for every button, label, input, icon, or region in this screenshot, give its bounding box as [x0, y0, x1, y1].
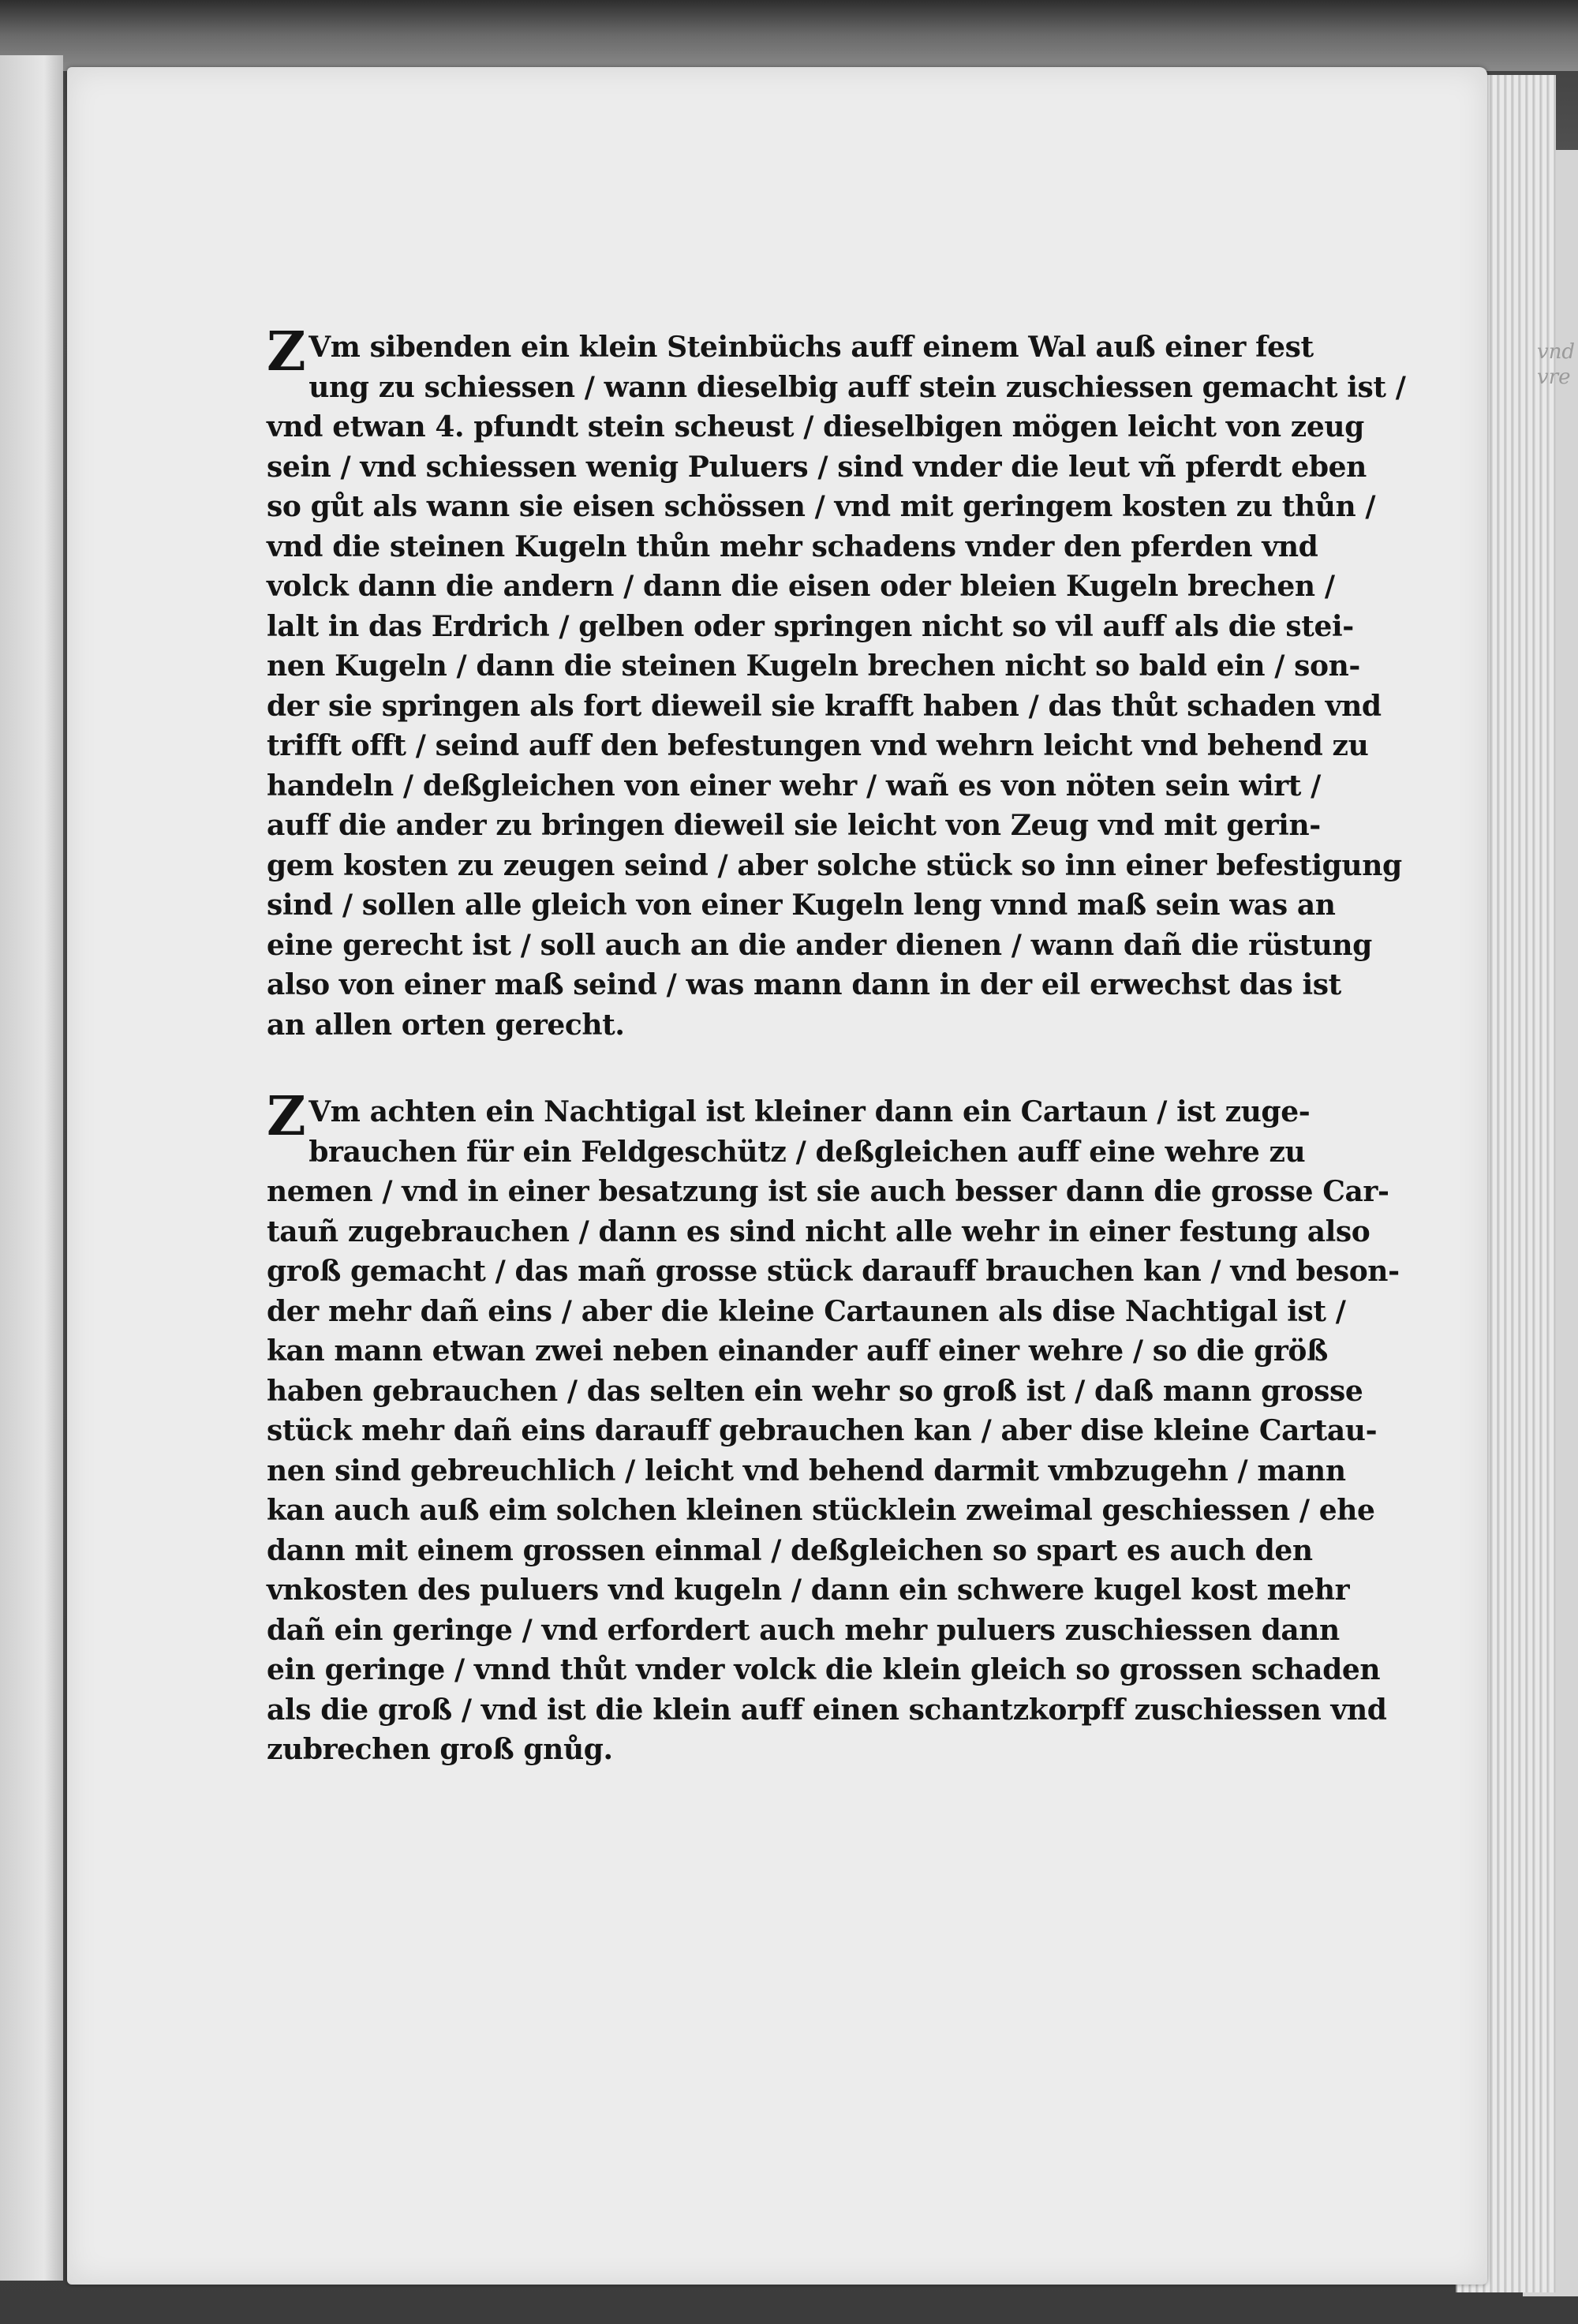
text-line: ung zu schiessen / wann dieselbig auff stein zuschiessen gemacht ist /	[308, 370, 1406, 404]
previous-page-edge	[0, 55, 63, 2281]
text-line: lalt in das Erdrich / gelben oder springen nicht so vil auff als die stei-	[267, 609, 1354, 643]
text-line: brauchen für ein Feldgeschütz / deßgleichen auff eine wehre zu	[308, 1135, 1306, 1169]
text-line: nen Kugeln / dann die steinen Kugeln brechen nicht so bald ein / son-	[267, 649, 1360, 683]
text-line: gem kosten zu zeugen seind / aber solche stück so inn einer befestigung	[267, 848, 1402, 882]
text-line: sein / vnd schiessen wenig Puluers / sind vnder die leut vñ pferdt eben	[267, 450, 1367, 484]
text-line: haben gebrauchen / das selten ein wehr so groß ist / daß mann grosse	[267, 1374, 1363, 1408]
text-line: nen sind gebreuchlich / leicht vnd behend darmit vmbzugehn / mann	[267, 1454, 1346, 1488]
drop-initial: Z	[267, 1085, 306, 1148]
text-line: so gůt als wann sie eisen schössen / vnd mit geringem kosten zu thůn /	[267, 490, 1376, 523]
text-line: stück mehr dañ eins darauff gebrauchen kan / aber dise kleine Cartau-	[267, 1414, 1378, 1447]
text-line: vnd die steinen Kugeln thůn mehr schadens vnder den pferden vnd	[267, 530, 1318, 563]
text-line: kan auch auß eim solchen kleinen stücklein zweimal geschiessen / ehe	[267, 1494, 1375, 1527]
text-line: an allen orten gerecht.	[267, 1008, 625, 1042]
text-line: sind / sollen alle gleich von einer Kugeln leng vnnd maß sein was an	[267, 889, 1336, 922]
paragraph-2	[267, 1085, 1400, 1770]
text-line: dañ ein geringe / vnd erfordert auch mehr puluers zuschiessen dann	[267, 1613, 1340, 1647]
bleed-through-margin-note: vnd vre	[1537, 340, 1576, 389]
text-line: der mehr dañ eins / aber die kleine Cartaunen als dise Nachtigal ist /	[267, 1294, 1346, 1328]
paragraph-1	[267, 320, 1406, 1045]
text-line: kan mann etwan zwei neben einander auff einer wehre / so die größ	[267, 1334, 1328, 1368]
page-text	[267, 320, 1406, 1770]
text-line: vnd etwan 4. pfundt stein scheust / dieselbigen mögen leicht von zeug	[267, 410, 1364, 443]
text-line: eine gerecht ist / soll auch an die ander dienen / wann dañ die rüstung	[267, 928, 1372, 962]
text-line: also von einer maß seind / was mann dann in der eil erwechst das ist	[267, 968, 1341, 1001]
text-line: als die groß / vnd ist die klein auff einen schantzkorpff zuschiessen vnd	[267, 1693, 1387, 1727]
text-line: Vm achten ein Nachtigal ist kleiner dann ein Cartaun / ist zuge-	[308, 1095, 1311, 1128]
drop-initial: Z	[267, 320, 306, 384]
text-line: volck dann die andern / dann die eisen oder bleien Kugeln brechen /	[267, 570, 1335, 603]
text-line: handeln / deßgleichen von einer wehr / wañ es von nöten sein wirt /	[267, 769, 1321, 803]
text-line: ein geringe / vnnd thůt vnder volck die klein gleich so grossen schaden	[267, 1653, 1381, 1686]
text-line: vnkosten des puluers vnd kugeln / dann ein schwere kugel kost mehr	[267, 1574, 1350, 1607]
book-top-edge	[0, 0, 1578, 71]
text-line: trifft offt / seind auff den befestungen vnd wehrn leicht vnd behend zu	[267, 729, 1369, 762]
text-line: nemen / vnd in einer besatzung ist sie auch besser dann die grosse Car-	[267, 1175, 1389, 1208]
text-line: dann mit einem grossen einmal / deßgleichen so spart es auch den	[267, 1533, 1313, 1567]
text-line: tauñ zugebrauchen / dann es sind nicht alle wehr in einer festung also	[267, 1214, 1370, 1248]
text-line: auff die ander zu bringen dieweil sie leicht von Zeug vnd mit gerin-	[267, 809, 1321, 842]
text-line: groß gemacht / das mañ grosse stück darauff brauchen kan / vnd beson-	[267, 1255, 1400, 1288]
text-line: Vm sibenden ein klein Steinbüchs auff einem Wal auß einer fest	[308, 331, 1314, 364]
text-line: zubrechen groß gnůg.	[267, 1733, 613, 1766]
text-line: der sie springen als fort dieweil sie krafft haben / das thůt schaden vnd	[267, 689, 1382, 723]
